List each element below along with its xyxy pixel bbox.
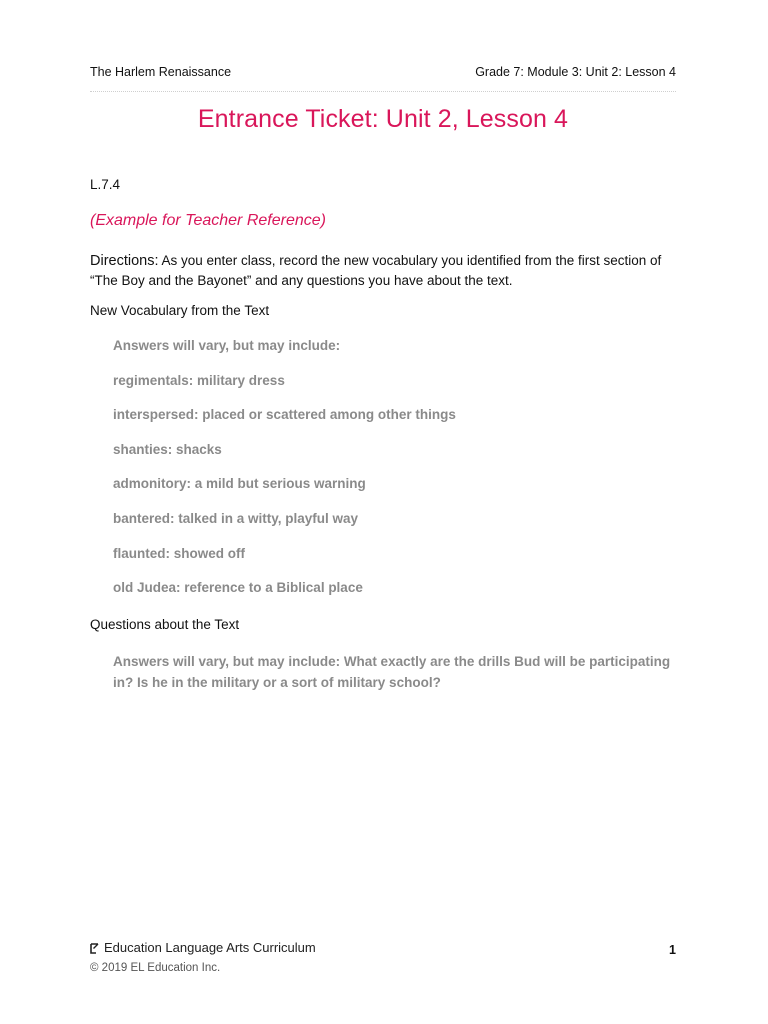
page-header: [90, 63, 676, 81]
list-item: old Judea: reference to a Biblical place: [113, 580, 363, 596]
list-item: interspersed: placed or scattered among other things: [113, 407, 456, 423]
footer-logo-text: Education Language Arts Curriculum: [104, 940, 316, 955]
list-item: flaunted: showed off: [113, 545, 245, 561]
footer-copyright: © 2019 EL Education Inc.: [90, 962, 221, 974]
list-item: admonitory: a mild but serious warning: [113, 476, 366, 492]
header-divider: [90, 91, 676, 92]
header-unit-title: The Harlem Renaissance: [90, 65, 232, 79]
list-item: shanties: shacks: [113, 441, 222, 457]
list-item: bantered: talked in a witty, playful way: [113, 510, 359, 526]
teacher-reference-note: (Example for Teacher Reference): [90, 212, 326, 229]
page-title: Entrance Ticket: Unit 2, Lesson 4: [197, 105, 569, 133]
list-item: regimentals: military dress: [113, 372, 285, 388]
el-logo-icon: [90, 942, 100, 953]
questions-heading: Questions about the Text: [90, 617, 240, 632]
standard-code: L.7.4: [90, 177, 121, 192]
vocabulary-list: [113, 336, 673, 613]
questions-answer: Answers will vary, but may include: What exactly are the drills Bud will be participating in? Is he in the military or a sort of military school?: [113, 654, 671, 690]
directions-label: Directions:: [90, 253, 159, 269]
footer-logo: [90, 940, 316, 955]
directions-paragraph: [90, 251, 676, 290]
page-number: 1: [669, 943, 676, 957]
header-lesson-ref: Grade 7: Module 3: Unit 2: Lesson 4: [475, 65, 676, 79]
list-item: Answers will vary, but may include:: [113, 338, 341, 353]
directions-text: As you enter class, record the new vocabulary you identified from the first section of “The Boy and the Bayonet” and any questions you have about the text.: [90, 253, 662, 288]
vocabulary-heading: New Vocabulary from the Text: [90, 303, 270, 318]
